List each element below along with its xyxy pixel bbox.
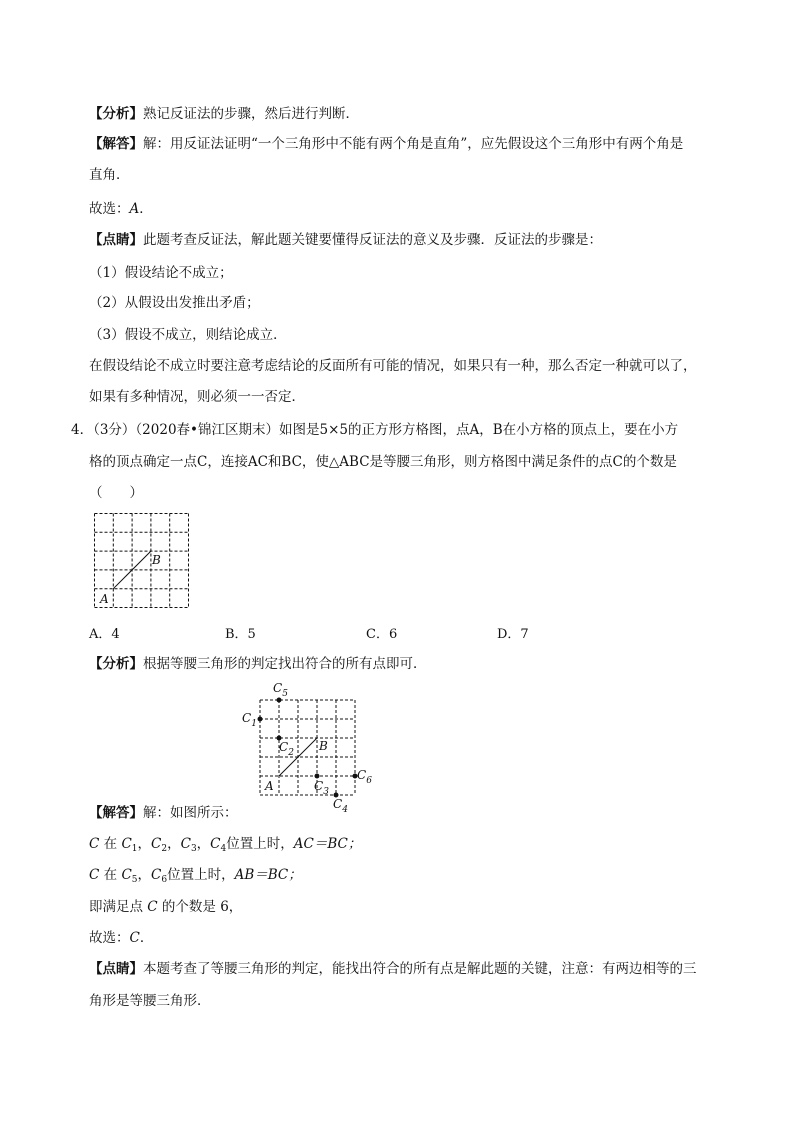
option-a[interactable]: A．4 xyxy=(89,627,120,642)
count-pre: 即满足点 xyxy=(89,899,148,915)
text-zai: 在 xyxy=(103,867,118,883)
q3-choice-line xyxy=(89,200,153,218)
point-b-label: B xyxy=(319,739,328,753)
question-number: 4． xyxy=(71,422,94,438)
point-c5 xyxy=(277,698,282,703)
text-position: 位置上时， xyxy=(167,867,235,883)
q4-count-line xyxy=(89,898,242,916)
sub-2: 2 xyxy=(161,844,168,854)
option-c[interactable]: C．6 xyxy=(366,627,398,642)
choice-letter: A xyxy=(129,201,140,217)
c3-label: $C_3$ xyxy=(314,779,329,797)
sub-1: 1 xyxy=(131,844,138,854)
choice-suffix: ． xyxy=(139,201,153,217)
var-c: C xyxy=(121,836,132,852)
equation-ab-bc: AB＝BC； xyxy=(234,867,302,883)
answer-tag: 【解答】 xyxy=(89,136,143,152)
sub-6: 6 xyxy=(161,875,168,885)
var-c: C xyxy=(151,836,162,852)
sep: ， xyxy=(137,867,152,883)
sep: ， xyxy=(137,836,152,852)
analysis-tag: 【分析】 xyxy=(89,106,143,122)
comment-text: 本题考查了等腰三角形的判定，能找出符合的所有点是解此题的关键，注意：有两边相等的三 xyxy=(143,961,697,977)
choice-suffix: ． xyxy=(139,930,154,946)
comment-tag: 【点睛】 xyxy=(89,961,143,977)
answer-tag: 【解答】 xyxy=(89,805,143,821)
comment-tag: 【点睛】 xyxy=(89,232,143,248)
text-position: 位置上时， xyxy=(226,836,294,852)
comment-text: 此题考查反证法，解此题关键要懂得反证法的意义及步骤．反证法的步骤是： xyxy=(143,232,602,248)
q3-answer-line-2: 直角． xyxy=(89,167,130,183)
analysis-text: 熟记反证法的步骤，然后进行判断． xyxy=(143,106,359,122)
q4-case-line-1 xyxy=(89,835,361,853)
point-c3 xyxy=(315,774,320,779)
choice-letter: C xyxy=(129,930,140,946)
var-c: C xyxy=(89,836,100,852)
var-c: C xyxy=(210,836,221,852)
point-c1 xyxy=(258,717,263,722)
q3-answer-line xyxy=(89,135,683,153)
q4-case-line-2 xyxy=(89,866,302,884)
text-zai: 在 xyxy=(103,836,118,852)
sub-4: 4 xyxy=(220,844,227,854)
q4-stem-line-2: 格的顶点确定一点C，连接AC和BC，使△ABC是等腰三角形，则方格图中满足条件的点C的个数是 xyxy=(89,454,677,470)
q3-comment-line xyxy=(89,231,602,249)
answer-text: 解：用反证法证明“一个三角形中不能有两个角是直角”，应先假设这个三角形中有两个角是 xyxy=(143,136,684,152)
q4-answer-line xyxy=(89,804,238,822)
point-a-label: A xyxy=(100,592,109,606)
q3-analysis-line xyxy=(89,105,359,123)
q3-step-2: （2）从假设出发推出矛盾； xyxy=(89,295,260,311)
q3-note-line-2: 如果有多种情况，则必须一一否定． xyxy=(89,389,305,405)
q3-step-3: （3）假设不成立，则结论成立． xyxy=(89,327,287,343)
var-c: C xyxy=(151,867,162,883)
c1-label: $C_1$ xyxy=(242,711,257,729)
q4-choice-line xyxy=(89,929,153,947)
point-b-label: B xyxy=(152,553,161,567)
var-c: C xyxy=(89,867,100,883)
sep: ， xyxy=(167,836,181,852)
q4-stem-line-1 xyxy=(71,421,678,439)
point-a-label: A xyxy=(265,779,274,793)
q4-comment-line-1 xyxy=(89,960,697,978)
q4-analysis-line xyxy=(89,655,427,673)
q3-step-1: （1）假设结论不成立； xyxy=(89,265,233,281)
sub-5: 5 xyxy=(131,875,138,885)
question-stem: （3分）（2020春•锦江区期末）如图是5×5的正方形方格图，点A，B在小方格的顶点上，要在小方 xyxy=(93,422,679,438)
analysis-tag: 【分析】 xyxy=(89,656,143,672)
q4-comment-line-2: 角形是等腰三角形． xyxy=(89,993,211,1009)
q3-note-line-1: 在假设结论不成立时要注意考虑结论的反面所有可能的情况，如果只有一种，那么否定一种就可以了， xyxy=(89,358,697,374)
count-post: 的个数是 6， xyxy=(157,899,243,915)
option-b[interactable]: B．5 xyxy=(225,627,256,642)
equation-ac-bc: AC＝BC； xyxy=(293,836,362,852)
q4-stem-line-3: （ ） xyxy=(89,485,143,501)
sub-3: 3 xyxy=(190,844,197,854)
option-d[interactable]: D．7 xyxy=(497,627,529,642)
var-c: C xyxy=(147,899,158,915)
var-c: C xyxy=(180,836,191,852)
var-c: C xyxy=(121,867,132,883)
analysis-text: 根据等腰三角形的判定找出符合的所有点即可． xyxy=(143,656,427,672)
c5-label: $C_5$ xyxy=(273,681,288,699)
choice-prefix: 故选： xyxy=(89,201,130,217)
grid-figure-solution xyxy=(235,678,380,813)
choice-prefix: 故选： xyxy=(89,930,130,946)
c4-label: $C_4$ xyxy=(333,797,348,813)
answer-text: 解：如图所示： xyxy=(143,805,238,821)
sep: ， xyxy=(196,836,211,852)
c6-label: $C_6$ xyxy=(357,768,372,786)
c2-label: $C_2$ xyxy=(279,740,294,758)
grid-figure-question xyxy=(92,511,192,611)
